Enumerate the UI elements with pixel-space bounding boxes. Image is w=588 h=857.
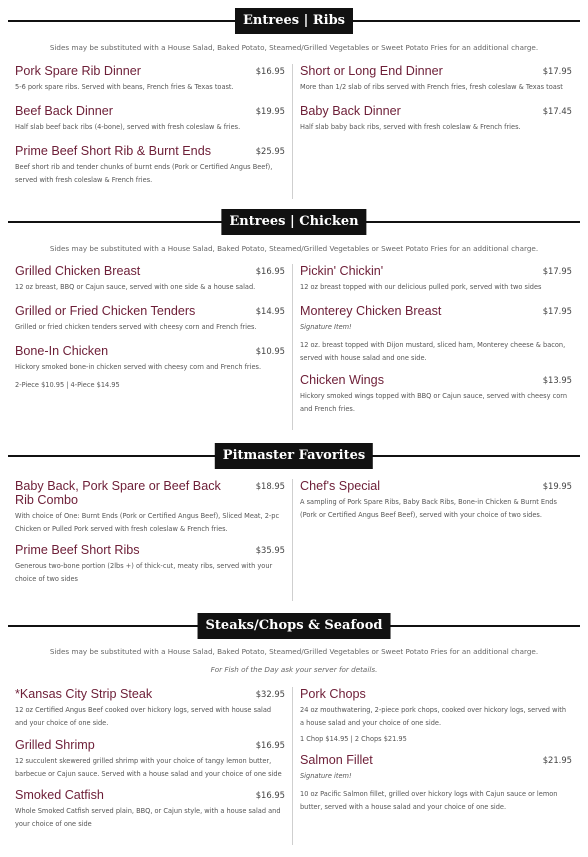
item-name: Monterey Chicken Breast bbox=[300, 304, 442, 318]
item-name: Baby Back, Pork Spare or Beef Back Rib Combo bbox=[15, 479, 221, 507]
section-ribs bbox=[0, 8, 588, 53]
chicken-items bbox=[0, 264, 588, 434]
item-name: *Kansas City Strip Steak bbox=[15, 687, 153, 701]
item-description: Half slab beef back ribs (4-bone), served with fresh coleslaw & fries. bbox=[15, 123, 241, 131]
item-description: Half slab baby back ribs, served with fresh coleslaw & French fries. bbox=[300, 123, 521, 131]
menu-item bbox=[300, 373, 572, 416]
menu-item bbox=[15, 144, 285, 187]
right-column bbox=[300, 479, 572, 529]
item-description: A sampling of Pork Spare Ribs, Baby Back Ribs, Bone-in Chicken & Burnt Ends (Pork or Certified Angus Beef Beef), served with your choice of two sides. bbox=[300, 498, 557, 519]
item-name: Grilled Shrimp bbox=[15, 738, 95, 752]
item-price: $16.95 bbox=[255, 790, 285, 800]
ribs-items bbox=[0, 64, 588, 202]
signature-tag: Signature Item! bbox=[300, 323, 352, 331]
right-column bbox=[300, 64, 572, 141]
item-name: Grilled or Fried Chicken Tenders bbox=[15, 304, 196, 318]
item-name: Salmon Fillet bbox=[300, 753, 373, 767]
menu-item bbox=[15, 344, 285, 392]
left-column bbox=[15, 479, 285, 593]
item-description: 5-6 pork spare ribs. Served with beans, French fries & Texas toast. bbox=[15, 83, 234, 91]
item-price: $19.95 bbox=[255, 106, 285, 116]
item-price: $14.95 bbox=[255, 306, 285, 316]
left-column bbox=[15, 264, 285, 399]
item-name: Prime Beef Short Rib & Burnt Ends bbox=[15, 144, 211, 158]
section-chicken bbox=[0, 209, 588, 254]
item-name: Chef's Special bbox=[300, 479, 381, 493]
column-divider bbox=[292, 264, 293, 430]
right-column bbox=[300, 264, 572, 423]
pitmaster-items bbox=[0, 479, 588, 604]
item-name: Bone-In Chicken bbox=[15, 344, 109, 358]
item-description: Grilled or fried chicken tenders served with cheesy corn and French fries. bbox=[15, 323, 257, 331]
item-description: Whole Smoked Catfish served plain, BBQ, or Cajun style, with a house salad and your choice of one side bbox=[15, 807, 281, 828]
item-price: $21.95 bbox=[542, 755, 572, 765]
item-name: Pickin' Chickin' bbox=[300, 264, 384, 278]
item-price: $35.95 bbox=[255, 545, 285, 555]
fish-of-day-note: For Fish of the Day ask your server for details. bbox=[210, 665, 378, 674]
substitution-note: Sides may be substituted with a House Salad, Baked Potato, Steamed/Grilled Vegetables or Sweet Potato Fries for an additional charge. bbox=[49, 647, 539, 656]
menu-item bbox=[15, 788, 285, 831]
signature-tag: Signature item! bbox=[300, 772, 352, 780]
item-description: 12 oz Certified Angus Beef cooked over hickory logs, served with house salad and your choice of one side. bbox=[15, 706, 272, 727]
item-name: Baby Back Dinner bbox=[300, 104, 401, 118]
section-header bbox=[0, 443, 588, 469]
item-name: Pork Spare Rib Dinner bbox=[15, 64, 141, 78]
item-description: With choice of One: Burnt Ends (Pork or Certified Angus Beef), Sliced Meat, 2-pc Chicken or Pulled Pork served with fresh coleslaw & French fries. bbox=[15, 512, 280, 533]
section-pitmaster bbox=[0, 443, 588, 469]
item-price: $25.95 bbox=[255, 146, 285, 156]
item-price: $16.95 bbox=[255, 66, 285, 76]
section-header bbox=[0, 209, 588, 235]
substitution-note: Sides may be substituted with a House Salad, Baked Potato, Steamed/Grilled Vegetables or Sweet Potato Fries for an additional charge. bbox=[49, 244, 539, 253]
section-steaks bbox=[0, 613, 588, 675]
item-price: $17.95 bbox=[542, 66, 572, 76]
menu-item bbox=[300, 264, 572, 294]
column-divider bbox=[292, 64, 293, 199]
item-description: More than 1/2 slab of ribs served with French fries, fresh coleslaw & Texas toast bbox=[300, 83, 563, 91]
item-description: 12 succulent skewered grilled shrimp with your choice of tangy lemon butter, barbecue or Cajun sauce. Served with a house salad and your choice of one side bbox=[15, 757, 282, 778]
item-name: Short or Long End Dinner bbox=[300, 64, 443, 78]
section-header bbox=[0, 8, 588, 34]
item-name: Chicken Wings bbox=[300, 373, 384, 387]
right-column bbox=[300, 687, 572, 821]
menu-item bbox=[15, 543, 285, 586]
item-portions: 2-Piece $10.95 | 4-Piece $14.95 bbox=[15, 381, 120, 389]
column-divider bbox=[292, 479, 293, 601]
menu-item bbox=[300, 104, 572, 134]
item-name: Grilled Chicken Breast bbox=[15, 264, 141, 278]
menu-item bbox=[15, 64, 285, 94]
item-price: $17.95 bbox=[542, 306, 572, 316]
section-title: Entrees | Chicken bbox=[221, 209, 366, 235]
menu-item bbox=[300, 753, 572, 814]
item-price: $13.95 bbox=[542, 375, 572, 385]
menu-item bbox=[300, 304, 572, 365]
item-name: Prime Beef Short Ribs bbox=[15, 543, 140, 557]
item-description: 12 oz breast, BBQ or Cajun sauce, served with one side & a house salad. bbox=[15, 283, 256, 291]
item-description: 10 oz Pacific Salmon fillet, grilled over hickory logs with Cajun sauce or lemon butter, served with a house salad and your choice of one side. bbox=[300, 790, 558, 811]
item-name: Smoked Catfish bbox=[15, 788, 104, 802]
menu-item bbox=[300, 687, 572, 746]
menu-item bbox=[15, 264, 285, 294]
item-description: 24 oz mouthwatering, 2-piece pork chops, cooked over hickory logs, served with a house salad and your choice of one side. bbox=[300, 706, 567, 727]
column-divider bbox=[292, 687, 293, 845]
menu-item bbox=[15, 687, 285, 730]
item-name: Beef Back Dinner bbox=[15, 104, 114, 118]
left-column bbox=[15, 687, 285, 838]
item-name: Pork Chops bbox=[300, 687, 366, 701]
item-description: Hickory smoked bone-in chicken served with cheesy corn and French fries. bbox=[15, 363, 262, 371]
item-description: Generous two-bone portion (2lbs +) of thick-cut, meaty ribs, served with your choice of two sides bbox=[15, 562, 273, 583]
item-price: $18.95 bbox=[255, 481, 285, 491]
item-description: Hickory smoked wings topped with BBQ or Cajun sauce, served with cheesy corn and French fries. bbox=[300, 392, 568, 413]
menu-item bbox=[300, 479, 572, 522]
left-column bbox=[15, 64, 285, 194]
item-price: $32.95 bbox=[255, 689, 285, 699]
section-title: Entrees | Ribs bbox=[235, 8, 353, 34]
menu-item bbox=[15, 738, 285, 781]
item-price: $19.95 bbox=[542, 481, 572, 491]
item-price: $17.45 bbox=[542, 106, 572, 116]
menu-item bbox=[300, 64, 572, 94]
menu-item bbox=[15, 304, 285, 334]
substitution-note: Sides may be substituted with a House Salad, Baked Potato, Steamed/Grilled Vegetables or Sweet Potato Fries for an additional charge. bbox=[49, 43, 539, 52]
section-title: Steaks/Chops & Seafood bbox=[198, 613, 391, 639]
item-description: Beef short rib and tender chunks of burnt ends (Pork or Certified Angus Beef), served with fresh coleslaw & French fries. bbox=[15, 163, 273, 184]
item-price: $17.95 bbox=[542, 266, 572, 276]
item-portions: 1 Chop $14.95 | 2 Chops $21.95 bbox=[300, 735, 407, 743]
section-header bbox=[0, 613, 588, 639]
item-price: $16.95 bbox=[255, 740, 285, 750]
menu-item bbox=[15, 104, 285, 134]
menu-item bbox=[15, 479, 285, 536]
item-price: $16.95 bbox=[255, 266, 285, 276]
item-description: 12 oz breast topped with our delicious pulled pork, served with two sides bbox=[300, 283, 542, 291]
steaks-items bbox=[0, 687, 588, 847]
section-title: Pitmaster Favorites bbox=[215, 443, 373, 469]
item-price: $10.95 bbox=[255, 346, 285, 356]
item-description: 12 oz. breast topped with Dijon mustard, sliced ham, Monterey cheese & bacon, served with house salad and one side. bbox=[300, 341, 566, 362]
